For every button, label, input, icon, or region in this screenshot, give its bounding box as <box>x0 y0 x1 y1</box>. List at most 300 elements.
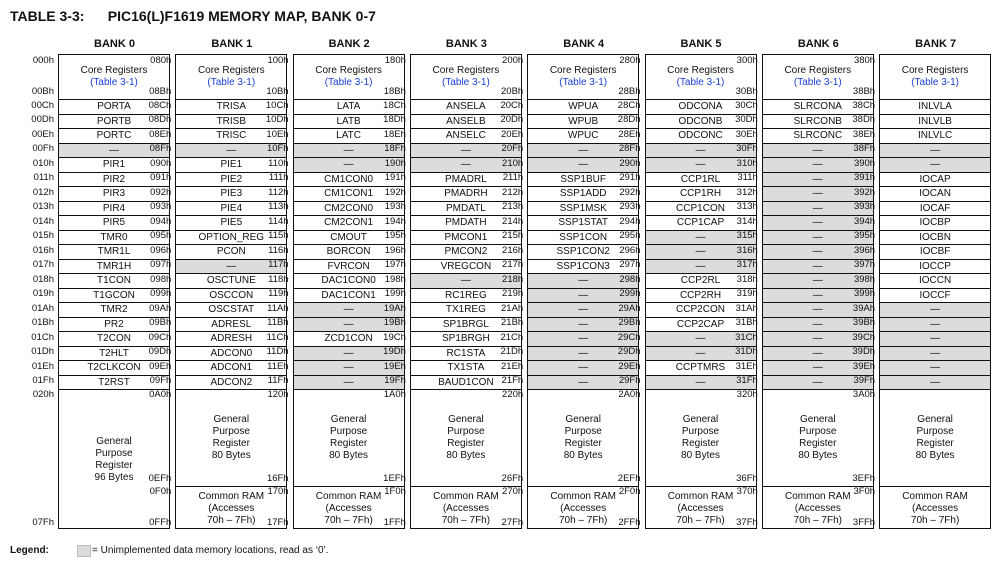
address-label: 014h <box>32 215 54 227</box>
core-registers-link[interactable]: (Table 3-1) <box>911 77 959 88</box>
register-cell: T1CON <box>59 273 169 288</box>
address-label: 117h <box>268 259 289 270</box>
address-label: 010h <box>32 157 54 169</box>
address-label: 39Ah <box>852 302 876 314</box>
gpr-text: Purpose <box>447 426 485 437</box>
address-label: 090h <box>150 157 172 169</box>
address-label: 220h <box>502 389 524 400</box>
address-label: 21Ah <box>501 302 524 314</box>
address-label: 31Fh <box>736 375 758 386</box>
gpr-text: General <box>96 436 132 447</box>
gpr-text: Purpose <box>212 426 250 437</box>
address-label: 219h <box>502 288 524 299</box>
address-label: 21Ch <box>500 331 524 343</box>
address-label: 11Ah <box>267 302 289 314</box>
bank-table <box>879 54 991 529</box>
register-cell: — <box>294 302 404 317</box>
address-label: 28Ch <box>617 99 641 111</box>
address-label: 28Dh <box>617 114 641 125</box>
address-label: 193h <box>384 201 406 212</box>
address-label: 198h <box>384 273 406 285</box>
address-label: 38Dh <box>852 114 876 125</box>
gpr-text: Purpose <box>329 426 368 437</box>
address-label: 214h <box>502 215 524 227</box>
general-purpose-register-block <box>763 389 876 486</box>
register-cell: — <box>763 244 873 259</box>
register-cell: ADCON2 <box>176 375 286 390</box>
register-cell: — <box>528 317 638 332</box>
gpr-text: Register <box>916 438 954 449</box>
register-cell: PORTC <box>59 128 169 143</box>
address-label: 11Fh <box>267 375 289 386</box>
common-ram-text: 70h – 7Fh) <box>207 514 256 526</box>
address-label: 30Eh <box>735 128 758 140</box>
general-purpose-register-block <box>294 389 404 486</box>
gpr-text: 96 Bytes <box>94 472 134 483</box>
register-cell: WPUB <box>528 114 638 129</box>
address-label: 115h <box>268 230 289 241</box>
register-cell: PIR3 <box>59 186 169 201</box>
register-cell: CM2CON0 <box>294 201 404 216</box>
register-cell: TX1STA <box>411 360 521 375</box>
address-label: 20Eh <box>501 128 524 140</box>
address-label: 16Fh <box>266 473 289 484</box>
address-label: 19Ch <box>383 331 406 343</box>
address-label: 11Dh <box>266 346 289 357</box>
register-cell: T1GCON <box>59 288 169 303</box>
gpr-text: Purpose <box>681 426 720 437</box>
register-cell: IOCCP <box>880 259 990 274</box>
register-cell: — <box>528 143 638 158</box>
register-cell: ADRESH <box>176 331 286 346</box>
address-label: 390h <box>853 157 876 169</box>
register-cell: WPUA <box>528 99 638 114</box>
register-cell: LATC <box>294 128 404 143</box>
address-label: 28Bh <box>618 86 641 97</box>
address-label: 397h <box>853 259 876 270</box>
register-cell: OPTION_REG <box>176 230 286 245</box>
gpr-text: Purpose <box>564 426 602 437</box>
address-label: 18Ch <box>383 99 406 111</box>
address-label: 18Eh <box>383 128 406 140</box>
address-label: 112h <box>268 186 289 198</box>
address-label: 38Bh <box>852 86 876 97</box>
register-cell: TRISA <box>176 99 286 114</box>
address-label: 211h <box>502 172 524 183</box>
address-label: 196h <box>384 244 406 256</box>
register-cell: — <box>528 157 638 172</box>
address-label: 26Fh <box>501 473 524 484</box>
address-label: 21Fh <box>501 375 524 386</box>
register-cell: ODCONA <box>646 99 756 114</box>
register-cell: — <box>294 317 404 332</box>
address-label: 31Eh <box>735 360 758 372</box>
gpr-text: General <box>682 414 719 425</box>
address-label: 212h <box>502 186 524 198</box>
register-cell: FVRCON <box>294 259 404 274</box>
register-cell: TMR1H <box>59 259 169 274</box>
address-label: 380h <box>853 55 876 66</box>
address-label: 093h <box>150 201 172 212</box>
address-label: 30Dh <box>735 114 758 125</box>
address-label: 0A0h <box>149 389 172 400</box>
register-cell: CM1CON0 <box>294 172 404 187</box>
general-purpose-register-block <box>59 389 172 530</box>
register-cell: SSP1CON <box>528 230 638 245</box>
core-registers-link[interactable]: (Table 3-1) <box>90 77 138 88</box>
register-cell: PIR1 <box>59 157 169 172</box>
address-label: 120h <box>267 389 289 400</box>
address-label: 20Fh <box>501 143 524 154</box>
register-cell: TMR2 <box>59 302 169 317</box>
general-purpose-register-block <box>528 389 638 486</box>
address-label: 299h <box>619 288 641 299</box>
register-cell: IOCBN <box>880 230 990 245</box>
address-label: 00Eh <box>31 128 54 140</box>
register-cell: — <box>528 302 638 317</box>
register-cell: — <box>880 157 990 172</box>
register-cell: PMDATL <box>411 201 521 216</box>
address-label: 394h <box>853 215 876 227</box>
register-cell: — <box>763 288 873 303</box>
register-cell: TRISC <box>176 128 286 143</box>
core-registers-link[interactable]: (Table 3-1) <box>207 77 256 88</box>
register-cell: SSP1MSK <box>528 201 638 216</box>
address-label: 39Dh <box>852 346 876 357</box>
register-cell: OSCTUNE <box>176 273 286 288</box>
register-cell: INLVLB <box>880 114 990 129</box>
address-label: 00Bh <box>31 86 54 97</box>
address-label: 216h <box>502 244 524 256</box>
gpr-text: 80 Bytes <box>798 450 838 461</box>
register-cell: — <box>528 331 638 346</box>
address-label: 29Dh <box>617 346 641 357</box>
register-cell: ADCON1 <box>176 360 286 375</box>
register-cell: IOCCN <box>880 273 990 288</box>
address-label: 2A0h <box>618 389 641 400</box>
register-cell: — <box>763 143 873 158</box>
address-label: 295h <box>619 230 641 241</box>
address-label: 19Dh <box>383 346 406 357</box>
register-cell: RC1STA <box>411 346 521 361</box>
register-cell: — <box>294 375 404 390</box>
address-label: 20Dh <box>500 114 524 125</box>
address-label: 10Ch <box>265 99 289 111</box>
register-cell: — <box>880 302 990 317</box>
address-label: 1F0h <box>384 486 406 497</box>
register-cell: INLVLA <box>880 99 990 114</box>
bank-header: BANK 3 <box>445 38 487 50</box>
address-label: 217h <box>502 259 524 270</box>
register-cell: BORCON <box>294 244 404 259</box>
gpr-text: Purpose <box>916 426 954 437</box>
register-cell: — <box>763 157 873 172</box>
register-cell: CCP1CON <box>646 201 756 216</box>
register-cell: SSP1ADD <box>528 186 638 201</box>
address-label: 29Bh <box>618 317 641 328</box>
register-cell: PR2 <box>59 317 169 332</box>
core-registers-link[interactable]: (Table 3-1) <box>559 77 608 88</box>
register-cell: — <box>646 331 756 346</box>
address-label: 10Eh <box>266 128 289 140</box>
register-cell: — <box>763 215 873 230</box>
address-label: 01Fh <box>32 375 54 386</box>
common-ram-text: (Accesses <box>794 502 841 514</box>
register-cell: — <box>880 346 990 361</box>
register-cell: — <box>411 157 521 172</box>
address-label: 18Dh <box>383 114 406 125</box>
address-label: 199h <box>384 288 406 299</box>
address-label: 20Bh <box>501 86 524 97</box>
address-label: 017h <box>32 259 54 270</box>
address-label: 08Ch <box>148 99 172 111</box>
register-cell: PMCON2 <box>411 244 521 259</box>
address-label: 0EFh <box>148 473 172 484</box>
register-cell: CCP1CAP <box>646 215 756 230</box>
address-label: 298h <box>619 273 641 285</box>
core-registers-label: Core Registers <box>901 65 969 76</box>
address-label: 20Ch <box>500 99 524 111</box>
gpr-text: General <box>448 414 484 425</box>
address-label: 09Ah <box>149 302 172 314</box>
address-label: 1A0h <box>383 389 406 400</box>
gpr-text: 80 Bytes <box>446 450 486 461</box>
address-label: 28Fh <box>618 143 641 154</box>
address-label: 094h <box>150 215 172 227</box>
register-cell: — <box>763 186 873 201</box>
address-label: 080h <box>150 55 172 66</box>
bank-header: BANK 2 <box>328 38 370 50</box>
register-cell: — <box>646 259 756 274</box>
register-cell: CCP1RH <box>646 186 756 201</box>
register-cell: IOCBF <box>880 244 990 259</box>
address-label: 09Eh <box>149 360 172 372</box>
address-label: 21Dh <box>500 346 524 357</box>
register-cell: — <box>763 360 873 375</box>
register-cell: CM1CON1 <box>294 186 404 201</box>
address-label: 29Eh <box>618 360 641 372</box>
general-purpose-register-block <box>880 389 990 486</box>
register-cell: — <box>646 375 756 390</box>
register-cell: DAC1CON0 <box>294 273 404 288</box>
gpr-text: Purpose <box>799 426 837 437</box>
bank-header: BANK 4 <box>563 38 605 50</box>
address-label: 08Fh <box>149 143 172 154</box>
gpr-text: 80 Bytes <box>915 450 955 461</box>
core-registers-link[interactable]: (Table 3-1) <box>324 77 373 88</box>
register-cell: PIR2 <box>59 172 169 187</box>
address-label: 119h <box>268 288 289 299</box>
register-cell: — <box>880 317 990 332</box>
gpr-text: General <box>330 414 367 425</box>
register-cell: IOCAN <box>880 186 990 201</box>
address-label: 310h <box>736 157 758 169</box>
address-label: 392h <box>853 186 876 198</box>
common-ram-text: Common RAM <box>667 490 734 502</box>
address-label: 18Fh <box>384 143 406 154</box>
gpr-text: Register <box>564 438 602 449</box>
address-label: 30Fh <box>736 143 758 154</box>
gpr-text: Register <box>681 438 720 449</box>
address-label: 01Eh <box>31 360 54 372</box>
address-label: 10Fh <box>266 143 289 154</box>
address-label: 293h <box>619 201 641 212</box>
common-ram-text: Common RAM <box>433 490 499 502</box>
register-cell: PCON <box>176 244 286 259</box>
address-label: 09Dh <box>148 346 172 357</box>
address-label: 019h <box>32 288 54 299</box>
register-cell: PIR4 <box>59 201 169 216</box>
register-cell: SSP1CON3 <box>528 259 638 274</box>
address-label: 00Fh <box>32 143 54 154</box>
gpr-text: Register <box>447 438 485 449</box>
register-cell: — <box>294 346 404 361</box>
register-cell: ANSELA <box>411 99 521 114</box>
address-label: 0FFh <box>149 517 172 528</box>
common-ram-text: (Accesses <box>325 502 372 514</box>
register-cell: SSP1CON2 <box>528 244 638 259</box>
register-cell: VREGCON <box>411 259 521 274</box>
register-cell: — <box>763 317 873 332</box>
common-ram-text: Common RAM <box>785 490 851 502</box>
common-ram-block <box>880 486 990 530</box>
core-registers-label: Core Registers <box>80 65 148 76</box>
register-cell: TMR1L <box>59 244 169 259</box>
address-label: 311h <box>737 172 758 183</box>
address-label: 096h <box>150 244 172 256</box>
address-label: 08Eh <box>149 128 172 140</box>
address-label: 27Fh <box>501 517 524 528</box>
gpr-text: General <box>565 414 601 425</box>
core-registers-block <box>880 55 990 99</box>
gpr-text: 80 Bytes <box>329 450 369 461</box>
address-label: 170h <box>267 486 289 497</box>
register-cell: SLRCONC <box>763 128 873 143</box>
register-cell: PIR5 <box>59 215 169 230</box>
register-cell: — <box>528 375 638 390</box>
register-cell: DAC1CON1 <box>294 288 404 303</box>
gpr-text: General <box>917 414 953 425</box>
address-label: 2FFh <box>618 517 641 528</box>
register-cell: — <box>528 360 638 375</box>
bank-header: BANK 6 <box>797 38 839 50</box>
address-label: 11Bh <box>267 317 289 328</box>
register-cell: PMCON1 <box>411 230 521 245</box>
common-ram-text: Common RAM <box>902 490 968 502</box>
register-cell: — <box>294 157 404 172</box>
register-cell: TRISB <box>176 114 286 129</box>
address-label: 113h <box>268 201 289 212</box>
register-cell: ODCONC <box>646 128 756 143</box>
register-cell: — <box>646 244 756 259</box>
general-purpose-register-block <box>646 389 756 486</box>
core-registers-link[interactable]: (Table 3-1) <box>676 77 725 88</box>
register-cell: CCP2RH <box>646 288 756 303</box>
register-cell: ANSELC <box>411 128 521 143</box>
legend-text: = Unimplemented data memory locations, read as ‘0’. <box>92 545 329 556</box>
register-cell: CMOUT <box>294 230 404 245</box>
address-label: 092h <box>150 186 172 198</box>
register-cell: — <box>763 230 873 245</box>
register-cell: PIE5 <box>176 215 286 230</box>
address-label: 17Fh <box>266 517 289 528</box>
address-label: 011h <box>33 172 54 183</box>
address-label: 294h <box>619 215 641 227</box>
register-cell: PMDATH <box>411 215 521 230</box>
common-ram-text: (Accesses <box>442 502 489 514</box>
register-cell: IOCCF <box>880 288 990 303</box>
address-label: 396h <box>853 244 876 256</box>
address-label: 3EFh <box>852 473 876 484</box>
address-label: 316h <box>736 244 758 256</box>
address-label: 296h <box>619 244 641 256</box>
legend-label: Legend: <box>10 545 49 556</box>
address-label: 08Bh <box>149 86 172 97</box>
register-cell: — <box>763 302 873 317</box>
address-label: 297h <box>619 259 641 270</box>
register-cell: — <box>880 360 990 375</box>
core-registers-link[interactable]: (Table 3-1) <box>441 77 490 88</box>
common-ram-text: (Accesses <box>560 502 607 514</box>
address-label: 30Ch <box>735 99 758 111</box>
register-cell: LATB <box>294 114 404 129</box>
address-label: 215h <box>502 230 524 241</box>
address-label: 114h <box>268 215 289 227</box>
address-label: 197h <box>384 259 406 270</box>
register-cell: — <box>294 360 404 375</box>
register-cell: — <box>528 346 638 361</box>
common-ram-text: 70h – 7Fh) <box>441 514 491 526</box>
register-cell: PIE3 <box>176 186 286 201</box>
address-label: 39Ch <box>852 331 876 343</box>
register-cell: — <box>763 172 873 187</box>
address-label: 320h <box>736 389 758 400</box>
register-cell: ADRESL <box>176 317 286 332</box>
address-label: 116h <box>268 244 289 256</box>
register-cell: SSP1STAT <box>528 215 638 230</box>
address-label: 38Eh <box>852 128 876 140</box>
register-cell: PORTB <box>59 114 169 129</box>
register-cell: IOCAP <box>880 172 990 187</box>
address-label: 012h <box>32 186 54 198</box>
core-registers-label: Core Registers <box>549 65 617 76</box>
address-label: 213h <box>502 201 524 212</box>
core-registers-label: Core Registers <box>784 65 852 76</box>
register-cell: OSCSTAT <box>176 302 286 317</box>
register-cell: — <box>763 201 873 216</box>
register-cell: RC1REG <box>411 288 521 303</box>
address-label: 191h <box>384 172 406 183</box>
address-label: 18Bh <box>383 86 406 97</box>
address-label: 10Bh <box>266 86 289 97</box>
address-label: 218h <box>502 273 524 285</box>
core-registers-link[interactable]: (Table 3-1) <box>793 77 842 88</box>
register-cell: PIE1 <box>176 157 286 172</box>
address-label: 31Ch <box>735 331 758 343</box>
address-label: 2F0h <box>618 486 641 497</box>
address-label: 28Eh <box>618 128 641 140</box>
register-cell: — <box>646 230 756 245</box>
register-cell: PMADRL <box>411 172 521 187</box>
register-cell: ODCONB <box>646 114 756 129</box>
bank-header: BANK 7 <box>915 38 957 50</box>
address-label: 370h <box>736 486 758 497</box>
register-cell: ZCD1CON <box>294 331 404 346</box>
register-cell: IOCBP <box>880 215 990 230</box>
register-cell: T2CLKCON <box>59 360 169 375</box>
register-cell: SLRCONA <box>763 99 873 114</box>
gpr-text: Register <box>329 438 368 449</box>
